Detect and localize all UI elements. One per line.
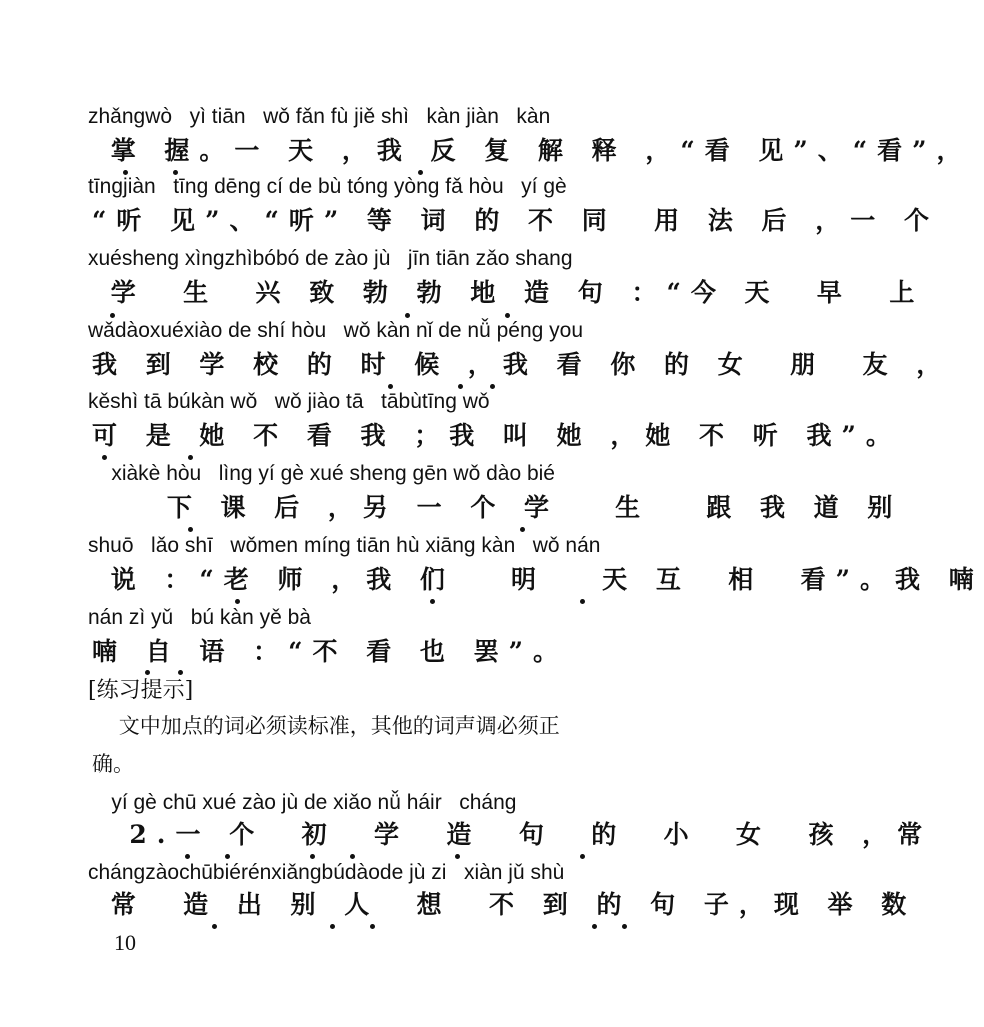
emphasis-dot [330, 924, 335, 929]
emphasis-dot [418, 170, 423, 175]
hanzi-line: “听 见”、“听” 等 词 的 不 同 用 法 后 ，一 个 [92, 206, 939, 235]
emphasis-dot [430, 599, 435, 604]
emphasis-dot [520, 527, 525, 532]
emphasis-dot [388, 384, 393, 389]
hanzi-line: 喃 自 语 ：“不 看 也 罢”。 [92, 637, 568, 666]
hanzi-line: 常 造 出 别 人 想 不 到 的 句 子，现 举 数 [92, 890, 917, 919]
emphasis-dot [225, 854, 230, 859]
emphasis-dot [123, 170, 128, 175]
emphasis-dot [592, 924, 597, 929]
page-number: 10 [114, 930, 136, 955]
hanzi-line: 我 到 学 校 的 时 候 ，我 看 你 的 女 朋 友 ， [92, 350, 952, 379]
exercise-heading: [练习提示] [88, 678, 194, 703]
pinyin-line: chángzàochūbiérénxiǎngbúdàode jù zi xiàn jǔ shù [88, 861, 565, 884]
hanzi-line: 下 课 后 ，另 一 个 学 生 跟 我 道 别 [92, 493, 903, 522]
pinyin-line: wǎdàoxuéxiào de shí hòu wǒ kàn nǐ de nǚ péng you [88, 319, 584, 342]
emphasis-dot [102, 455, 107, 460]
emphasis-dot [110, 313, 115, 318]
hanzi-line: 学 生 兴 致 勃 勃 地 造 句 ：“今 天 早 上 [92, 278, 925, 307]
emphasis-dot [310, 854, 315, 859]
emphasis-dot [505, 313, 510, 318]
emphasis-dot [188, 527, 193, 532]
pinyin-line: nán zì yǔ bú kàn yě bà [88, 606, 311, 629]
emphasis-dot [580, 854, 585, 859]
emphasis-dot [370, 924, 375, 929]
hanzi-line: 说 ：“老 师 ，我 们 明 天 互 相 看”。我 喃 [92, 565, 984, 594]
emphasis-dot [622, 924, 627, 929]
emphasis-dot [178, 670, 183, 675]
emphasis-dot [235, 599, 240, 604]
hanzi-line: 2.一 个 初 学 造 句 的 小 女 孩 ，常 [92, 820, 933, 849]
emphasis-dot [212, 924, 217, 929]
emphasis-dot [490, 384, 495, 389]
emphasis-dot [173, 170, 178, 175]
emphasis-dot [188, 455, 193, 460]
pinyin-line: xuésheng xìngzhìbóbó de zào jù jīn tiān zǎo shang [88, 247, 573, 270]
hanzi-line: 可 是 她 不 看 我 ；我 叫 她 ，她 不 听 我”。 [92, 421, 901, 450]
emphasis-dot [185, 854, 190, 859]
emphasis-dot [405, 313, 410, 318]
exercise-text-continued: 确。 [92, 752, 134, 776]
exercise-text: 文中加点的词必须读标准，其他的词声调必须正 [92, 714, 560, 738]
emphasis-dot [455, 854, 460, 859]
pinyin-line: xiàkè hòu lìng yí gè xué sheng gēn wǒ dào bié [88, 462, 555, 485]
emphasis-dot [458, 384, 463, 389]
emphasis-dot [145, 670, 150, 675]
pinyin-line: yí gè chū xué zào jù de xiǎo nǚ háir cháng [88, 791, 517, 814]
pinyin-line: zhǎngwò yì tiān wǒ fǎn fù jiě shì kàn jiàn kàn [88, 105, 551, 128]
pinyin-line: tīngjiàn tīng dēng cí de bù tóng yòng fǎ hòu yí gè [88, 175, 567, 198]
hanzi-line: 掌 握。一 天 ，我 反 复 解 释 ，“看 见”、“看”， [92, 136, 972, 165]
emphasis-dot [580, 599, 585, 604]
pinyin-line: shuō lǎo shī wǒmen míng tiān hù xiāng kàn wǒ nán [88, 534, 601, 557]
pinyin-line: kěshì tā búkàn wǒ wǒ jiào tā tābùtīng wǒ [88, 390, 490, 413]
emphasis-dot [350, 854, 355, 859]
